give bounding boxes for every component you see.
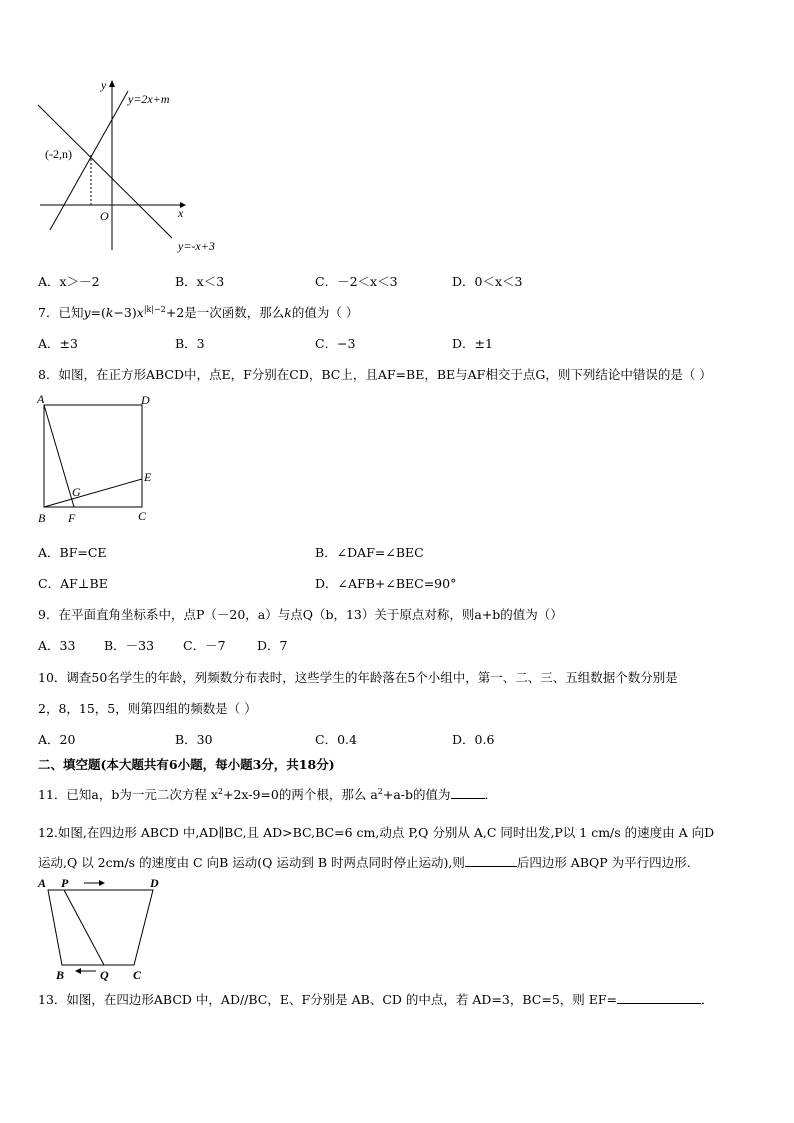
q12-question-line1: 12.如图,在四边形 ABCD 中,AD∥BC,且 AD>BC,BC=6 cm,动点 P,Q 分别从 A,C 同时出发,P以 1 cm/s 的速度由 A 向D	[38, 825, 715, 840]
label-d: D	[150, 876, 159, 890]
q11-question: 11．已知a，b为一元二次方程 $x^2+2x-9=0$的两个根，那么 $a^2+a-b$的值为 ．	[38, 786, 498, 802]
x-axis-label: x	[178, 206, 184, 220]
option-a[interactable]: A．±3	[38, 336, 78, 351]
label-c: C	[133, 968, 142, 982]
q10-question-line1: 10．调查50名学生的年龄，列频数分布表时，这些学生的年龄落在5个小组中，第一、二、三、五组数据个数分别是	[38, 670, 678, 685]
option-b[interactable]: B．3	[175, 336, 205, 351]
answer-blank[interactable]	[451, 786, 485, 799]
linear-functions-graph	[30, 75, 230, 260]
option-b[interactable]: B．∠DAF=∠BEC	[315, 545, 424, 560]
point-label: (-2,n)	[45, 147, 72, 161]
option-d[interactable]: D．±1	[452, 336, 493, 351]
option-b[interactable]: B．x＜3	[175, 274, 225, 289]
option-c[interactable]: C．AF⊥BE	[38, 576, 108, 591]
option-a[interactable]: A．20	[38, 732, 76, 747]
option-c[interactable]: C．－7	[183, 638, 226, 653]
label-e: E	[144, 470, 152, 484]
option-b[interactable]: B．－33	[104, 638, 155, 653]
label-b: B	[56, 968, 65, 982]
q13-question: 13．如图，在四边形ABCD 中，AD//BC，E、F分别是 AB、CD 的中点，若 AD=3，BC=5，则 EF= ．	[38, 992, 714, 1007]
label-b: B	[38, 511, 46, 525]
line1-label: y=2x+m	[128, 92, 170, 106]
option-c[interactable]: C．0.4	[315, 732, 357, 747]
option-a[interactable]: A．BF=CE	[38, 545, 107, 560]
option-a[interactable]: A．x＞－2	[38, 274, 100, 289]
option-d[interactable]: D．0.6	[452, 732, 495, 747]
option-d[interactable]: D．0＜x＜3	[452, 274, 523, 289]
square-figure	[32, 390, 162, 530]
label-q: Q	[100, 968, 109, 982]
label-d: D	[141, 393, 150, 407]
option-d[interactable]: D．7	[257, 638, 288, 653]
q10-question-line2: 2，8，15，5，则第四组的频数是（ ）	[38, 701, 257, 716]
label-a: A	[38, 876, 47, 890]
answer-blank[interactable]	[617, 991, 701, 1004]
y-axis-label: y	[101, 78, 107, 92]
line2-label: y=-x+3	[178, 239, 215, 253]
label-a: A	[37, 392, 45, 406]
option-c[interactable]: C．−3	[315, 336, 356, 351]
section-heading: 二、填空题(本大题共有6小题，每小题3分，共18分)	[38, 757, 335, 772]
trapezoid-figure	[32, 873, 172, 983]
answer-blank[interactable]	[465, 854, 517, 867]
option-b[interactable]: B．30	[175, 732, 213, 747]
origin-label: O	[100, 209, 109, 223]
option-c[interactable]: C．－2＜x＜3	[315, 274, 398, 289]
label-f: F	[68, 511, 76, 525]
label-g: G	[72, 485, 81, 499]
q12-question-line2: 运动,Q 以 2cm/s 的速度由 C 向B 运动(Q 运动到 B 时两点同时停止运动),则 后四边形 ABQP 为平行四边形.	[38, 855, 691, 870]
label-c: C	[138, 509, 147, 523]
label-p: P	[61, 876, 69, 890]
q8-question: 8．如图，在正方形ABCD中，点E，F分别在CD，BC上，且AF=BE，BE与AF相交于点G，则下列结论中错误的是（ ）	[38, 367, 712, 382]
q9-question: 9．在平面直角坐标系中，点P（－20，a）与点Q（b，13）关于原点对称，则a+b的值为（）	[38, 607, 563, 622]
q7-question: 7．已知$y=(k-3)x^{|k|-2}+2$是一次函数，那么k的值为（ ）	[38, 304, 359, 320]
option-a[interactable]: A．33	[38, 638, 76, 653]
option-d[interactable]: D．∠AFB+∠BEC=90°	[315, 576, 457, 591]
